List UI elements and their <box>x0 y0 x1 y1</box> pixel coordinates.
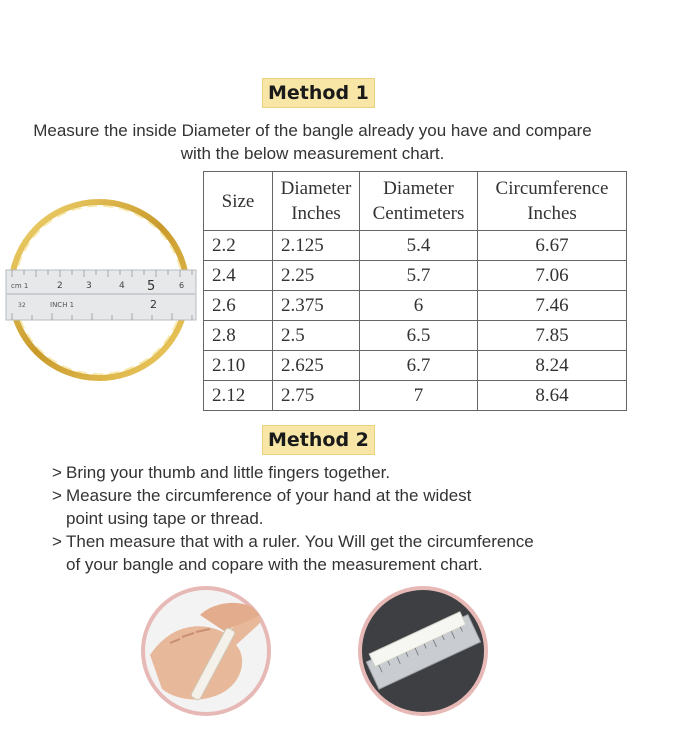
bangle-with-ruler-illustration <box>2 195 198 385</box>
size-cell: 2.10 <box>204 351 273 381</box>
ruler-cm-label: cm 1 <box>11 282 29 290</box>
step-text: of your bangle and copare with the measurement chart. <box>66 555 483 574</box>
ruler-photo <box>357 585 489 717</box>
circumference-cell: 7.85 <box>478 321 627 351</box>
step-text: Measure the circumference of your hand at the widest <box>66 486 472 505</box>
table-row <box>204 291 627 321</box>
ruler-inch-2: 2 <box>150 298 157 311</box>
method-2-title: Method 2 <box>262 425 375 455</box>
diameter-inches-cell: 2.625 <box>273 351 360 381</box>
size-cell: 2.6 <box>204 291 273 321</box>
ruler-tick-label: 2 <box>57 281 63 291</box>
table-row <box>204 351 627 381</box>
size-cell: 2.4 <box>204 261 273 291</box>
step-marker: > <box>52 532 62 551</box>
diameter-inches-cell: 2.75 <box>273 381 360 411</box>
ruler-tick-label: 4 <box>119 281 125 291</box>
column-header-diameter-cm: Diameter Centimeters <box>360 172 478 231</box>
step-item <box>52 461 534 484</box>
table-row <box>204 321 627 351</box>
diameter-cm-cell: 5.4 <box>360 231 478 261</box>
step-item <box>52 530 534 576</box>
diameter-inches-cell: 2.5 <box>273 321 360 351</box>
ruler-tick-label: 6 <box>179 281 185 290</box>
step-marker: > <box>52 486 62 505</box>
instruction-line: Measure the inside Diameter of the bangle already you have and compare <box>33 121 592 140</box>
circumference-cell: 8.64 <box>478 381 627 411</box>
table-row <box>204 261 627 291</box>
diameter-inches-cell: 2.375 <box>273 291 360 321</box>
step-text: Then measure that with a ruler. You Will get the circumference <box>66 532 534 551</box>
ruler-inch-left: 32 <box>18 302 26 309</box>
method-1-title: Method 1 <box>262 78 375 108</box>
step-text: Bring your thumb and little fingers together. <box>66 463 391 482</box>
column-header-size: Size <box>204 172 273 231</box>
ruler <box>6 270 196 320</box>
size-cell: 2.8 <box>204 321 273 351</box>
size-cell: 2.2 <box>204 231 273 261</box>
diameter-cm-cell: 7 <box>360 381 478 411</box>
circumference-cell: 7.46 <box>478 291 627 321</box>
step-text: point using tape or thread. <box>66 509 264 528</box>
method-1-instructions <box>0 119 625 165</box>
ruler-tick-label: 5 <box>147 279 156 294</box>
diameter-cm-cell: 6.5 <box>360 321 478 351</box>
size-cell: 2.12 <box>204 381 273 411</box>
table-row <box>204 381 627 411</box>
diameter-cm-cell: 6.7 <box>360 351 478 381</box>
diameter-cm-cell: 6 <box>360 291 478 321</box>
diameter-cm-cell: 5.7 <box>360 261 478 291</box>
circumference-cell: 8.24 <box>478 351 627 381</box>
measurement-chart <box>203 171 627 411</box>
diameter-inches-cell: 2.25 <box>273 261 360 291</box>
ruler-tick-label: 3 <box>86 281 92 291</box>
column-header-diameter-inches: Diameter Inches <box>273 172 360 231</box>
diameter-inches-cell: 2.125 <box>273 231 360 261</box>
table-header-row <box>204 172 627 231</box>
table-row <box>204 231 627 261</box>
method-2-steps <box>52 461 534 576</box>
column-header-circumference: Circumference Inches <box>478 172 627 231</box>
circumference-cell: 7.06 <box>478 261 627 291</box>
circumference-cell: 6.67 <box>478 231 627 261</box>
ruler-inch-label: INCH 1 <box>50 301 75 309</box>
instruction-line: with the below measurement chart. <box>180 144 445 163</box>
step-marker: > <box>52 463 62 482</box>
step-item <box>52 484 534 530</box>
hand-measurement-photo <box>140 585 272 717</box>
